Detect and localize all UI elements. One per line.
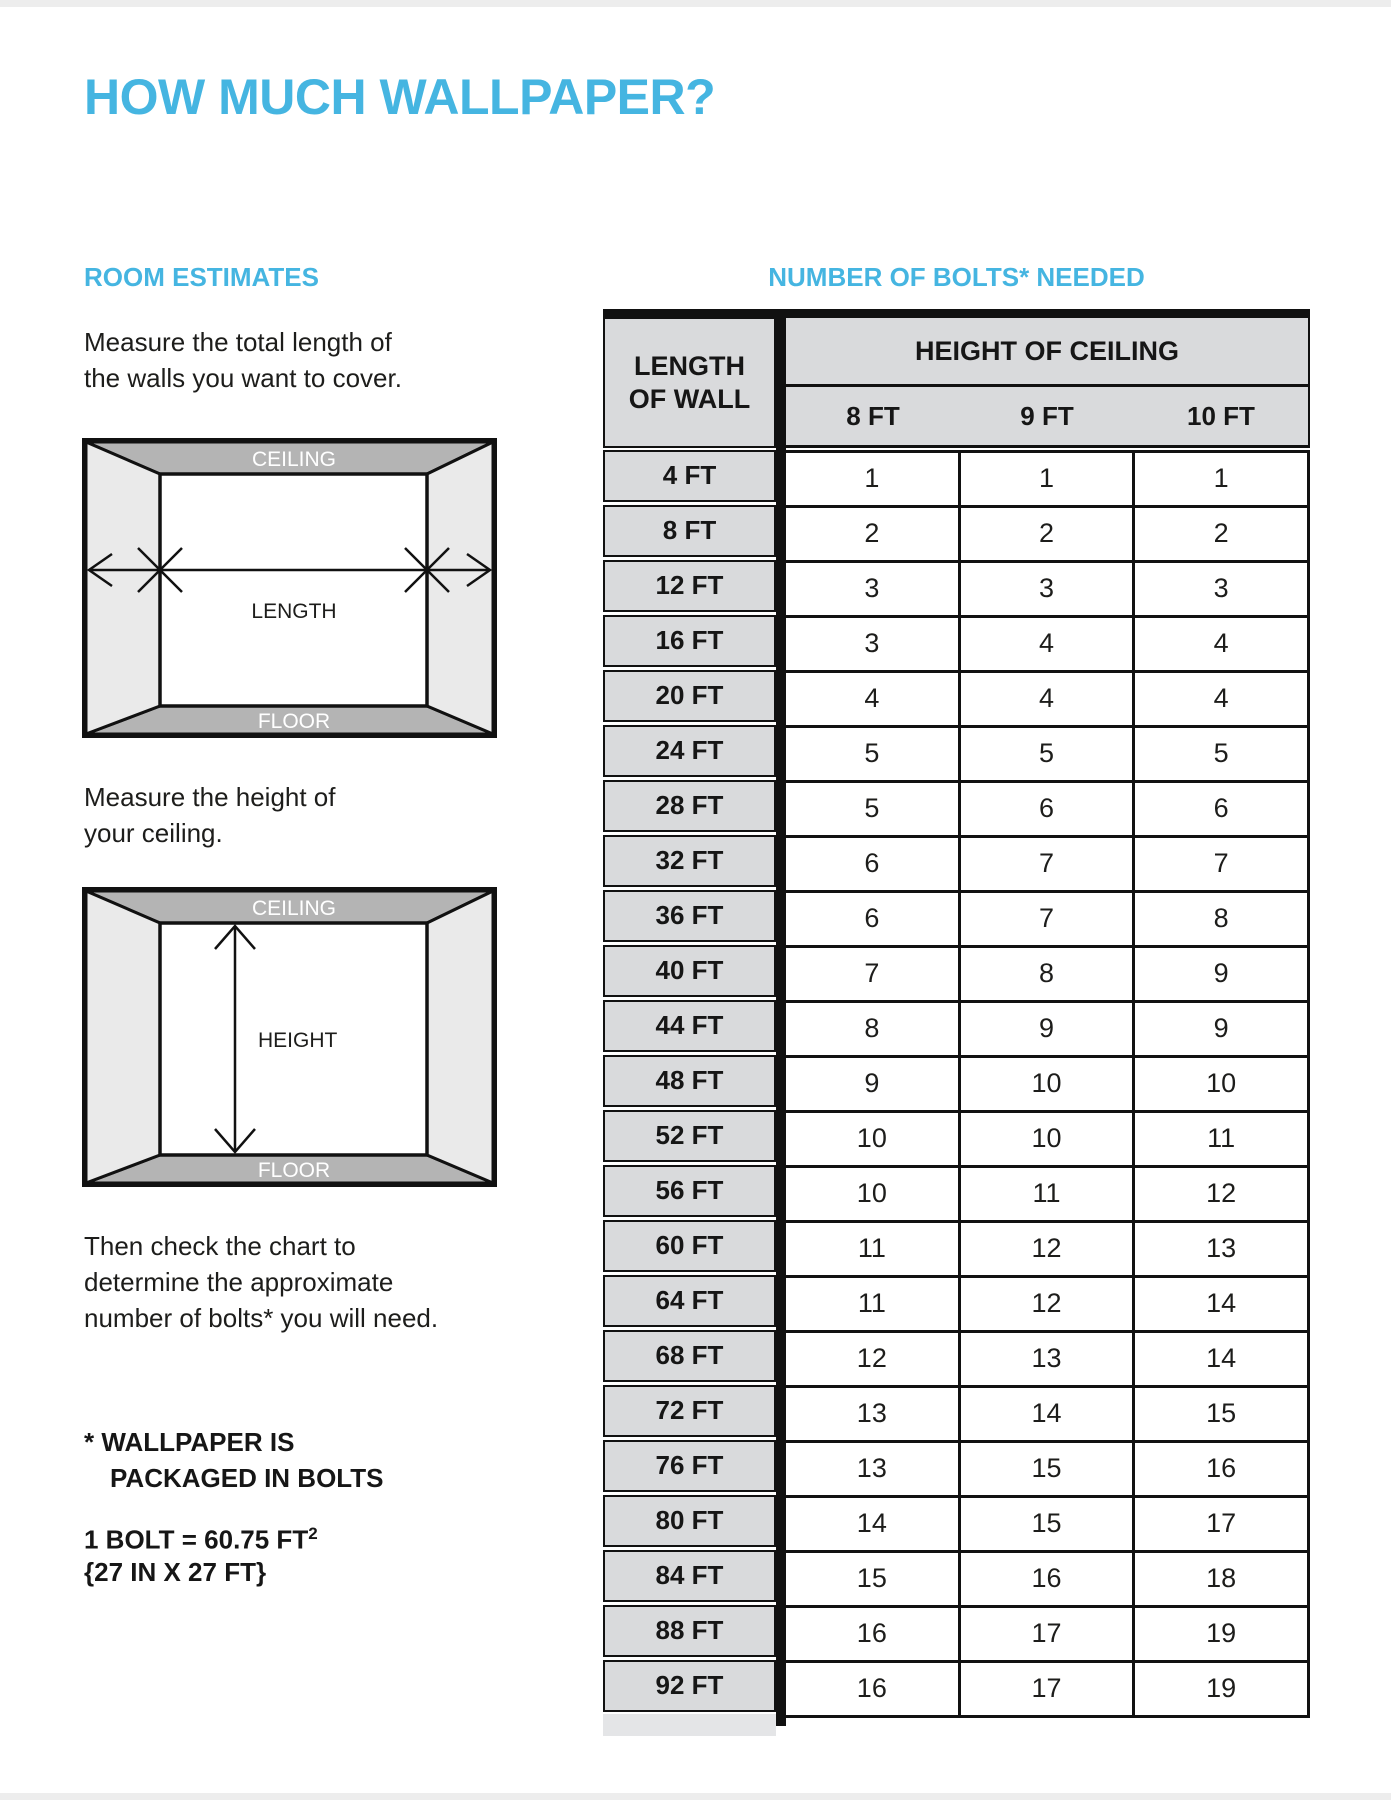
bolt-count-cell: 3 [786, 563, 958, 615]
floor-label: FLOOR [257, 1159, 331, 1182]
table-top-bar [603, 309, 1310, 317]
row-label-cell: 16 FT [603, 615, 776, 668]
height-label: HEIGHT [258, 1029, 338, 1052]
ceiling-label: CEILING [251, 897, 337, 920]
ceiling-label: CEILING [251, 448, 337, 471]
bolt-count-cell: 13 [1135, 1223, 1307, 1275]
row-label-cell: 20 FT [603, 670, 776, 723]
bolt-count-cell: 7 [961, 893, 1133, 945]
bolt-count-cell: 8 [961, 948, 1133, 1000]
check-chart-line1: Then check the chart to [84, 1231, 356, 1261]
measure-length-line1: Measure the total length of [84, 327, 392, 357]
bolt-count-cell: 15 [961, 1443, 1133, 1495]
bolt-count-cell: 13 [786, 1388, 958, 1440]
col-header-10ft: 10 FT [1187, 400, 1255, 431]
bolt-count-cell: 5 [786, 783, 958, 835]
bolts-footnote [84, 1424, 383, 1496]
row-label-cell: 72 FT [603, 1385, 776, 1438]
measure-height-line1: Measure the height of [84, 782, 336, 812]
bolts-footnote-line2: PACKAGED IN BOLTS [110, 1463, 384, 1493]
row-label-cell: 44 FT [603, 1000, 776, 1053]
table-vertical-divider [776, 317, 786, 1726]
bolt-count-cell: 16 [786, 1663, 958, 1715]
bolt-count-cell: 3 [786, 618, 958, 670]
row-label-cell: 52 FT [603, 1110, 776, 1163]
page-title: HOW MUCH WALLPAPER? [84, 69, 716, 125]
bolt-values-grid [786, 450, 1310, 1718]
bolt-count-cell: 2 [786, 508, 958, 560]
bolt-count-cell: 16 [961, 1553, 1133, 1605]
bolt-count-cell: 12 [1135, 1168, 1307, 1220]
measure-height-text [84, 779, 336, 851]
row-label-cell: 4 FT [603, 450, 776, 503]
measure-height-line2: your ceiling. [84, 818, 223, 848]
bolt-count-cell: 3 [1135, 563, 1307, 615]
bolt-count-cell: 16 [1135, 1443, 1307, 1495]
measure-length-line2: the walls you want to cover. [84, 363, 402, 393]
bolt-count-cell: 6 [786, 893, 958, 945]
row-label-cell: 28 FT [603, 780, 776, 833]
bolt-count-cell: 2 [961, 508, 1133, 560]
page-bottom-edge [0, 1793, 1391, 1800]
bolt-count-cell: 11 [786, 1223, 958, 1275]
room-height-diagram [82, 887, 497, 1187]
bolts-needed-heading: NUMBER OF BOLTS* NEEDED [768, 262, 1145, 292]
bolt-count-cell: 1 [961, 453, 1133, 505]
left-wall-panel [86, 442, 160, 734]
floor-label: FLOOR [257, 710, 331, 733]
bolt-equation-exponent: 2 [308, 1524, 318, 1543]
check-chart-text [84, 1228, 438, 1336]
bolt-count-cell: 17 [1135, 1498, 1307, 1550]
right-wall-panel [427, 442, 493, 734]
bolt-count-cell: 9 [961, 1003, 1133, 1055]
check-chart-line3: number of bolts* you will need. [84, 1303, 439, 1333]
row-label-cell: 56 FT [603, 1165, 776, 1218]
bolt-count-cell: 15 [1135, 1388, 1307, 1440]
bolt-count-cell: 10 [1135, 1058, 1307, 1110]
bolt-count-cell: 18 [1135, 1553, 1307, 1605]
row-label-cell: 36 FT [603, 890, 776, 943]
bolt-count-cell: 5 [961, 728, 1133, 780]
back-wall-panel [160, 474, 427, 706]
bolt-count-cell: 10 [961, 1058, 1133, 1110]
height-of-ceiling-label: HEIGHT OF CEILING [786, 318, 1308, 387]
row-label-cell: 76 FT [603, 1440, 776, 1493]
bolt-count-cell: 17 [961, 1608, 1133, 1660]
left-wall-panel [86, 891, 160, 1183]
bolt-count-cell: 10 [961, 1113, 1133, 1165]
bolt-count-cell: 14 [1135, 1333, 1307, 1385]
bolt-count-cell: 7 [961, 838, 1133, 890]
bolt-count-cell: 16 [786, 1608, 958, 1660]
check-chart-line2: determine the approximate [84, 1267, 394, 1297]
bolt-count-cell: 4 [961, 618, 1133, 670]
bolt-count-cell: 13 [961, 1333, 1133, 1385]
bolt-count-cell: 7 [1135, 838, 1307, 890]
bolt-count-cell: 4 [1135, 618, 1307, 670]
bolt-count-cell: 9 [786, 1058, 958, 1110]
bolt-count-cell: 1 [786, 453, 958, 505]
bolt-dimensions: {27 IN X 27 FT} [84, 1557, 267, 1587]
bolt-count-cell: 4 [786, 673, 958, 725]
row-label-cell: 80 FT [603, 1495, 776, 1548]
right-wall-panel [427, 891, 493, 1183]
row-label-cell: 68 FT [603, 1330, 776, 1383]
bolt-count-cell: 14 [961, 1388, 1133, 1440]
row-label-cell: 64 FT [603, 1275, 776, 1328]
bolts-footnote-line1: * WALLPAPER IS [84, 1427, 295, 1457]
bolt-count-cell: 15 [961, 1498, 1133, 1550]
row-label-cell: 84 FT [603, 1550, 776, 1603]
room-estimates-heading: ROOM ESTIMATES [84, 262, 319, 292]
page-top-edge [0, 0, 1391, 7]
bolt-count-cell: 12 [961, 1223, 1133, 1275]
bolt-count-cell: 11 [961, 1168, 1133, 1220]
bolt-count-cell: 12 [786, 1333, 958, 1385]
bolt-count-cell: 9 [1135, 1003, 1307, 1055]
bolt-count-cell: 19 [1135, 1663, 1307, 1715]
row-label-cell: 92 FT [603, 1660, 776, 1713]
row-label-cell: 40 FT [603, 945, 776, 998]
bolt-count-cell: 8 [786, 1003, 958, 1055]
bolt-count-cell: 6 [961, 783, 1133, 835]
bolt-count-cell: 3 [961, 563, 1133, 615]
bolt-count-cell: 12 [961, 1278, 1133, 1330]
bolt-count-cell: 4 [1135, 673, 1307, 725]
row-label-cell: 12 FT [603, 560, 776, 613]
row-label-cell: 60 FT [603, 1220, 776, 1273]
bolt-count-cell: 4 [961, 673, 1133, 725]
bolt-count-cell: 10 [786, 1168, 958, 1220]
bolt-equation-main: 1 BOLT = 60.75 FT [84, 1524, 309, 1555]
bolt-count-cell: 5 [1135, 728, 1307, 780]
bolt-count-cell: 10 [786, 1113, 958, 1165]
col-header-8ft: 8 FT [846, 400, 900, 431]
length-label: LENGTH [251, 600, 337, 623]
table-bottom-stub [603, 1714, 776, 1736]
bolt-count-cell: 1 [1135, 453, 1307, 505]
bolts-table [603, 309, 1310, 1757]
bolt-count-cell: 2 [1135, 508, 1307, 560]
bolt-count-cell: 7 [786, 948, 958, 1000]
bolt-count-cell: 15 [786, 1553, 958, 1605]
height-of-ceiling-header [786, 317, 1310, 448]
bolt-count-cell: 6 [786, 838, 958, 890]
row-label-cell: 24 FT [603, 725, 776, 778]
bolt-count-cell: 11 [786, 1278, 958, 1330]
bolt-count-cell: 14 [786, 1498, 958, 1550]
bolt-count-cell: 9 [1135, 948, 1307, 1000]
bolt-count-cell: 17 [961, 1663, 1133, 1715]
ceiling-height-subheader-row [786, 387, 1308, 448]
bolt-count-cell: 11 [1135, 1113, 1307, 1165]
row-label-cell: 32 FT [603, 835, 776, 888]
bolt-count-cell: 8 [1135, 893, 1307, 945]
length-of-wall-line2: OF WALL [628, 383, 751, 414]
wall-length-column [603, 450, 776, 1715]
col-header-9ft: 9 FT [1020, 400, 1074, 431]
row-label-cell: 48 FT [603, 1055, 776, 1108]
bolt-count-cell: 14 [1135, 1278, 1307, 1330]
length-of-wall-line1: LENGTH [634, 350, 745, 381]
row-label-cell: 8 FT [603, 505, 776, 558]
measure-length-text [84, 324, 402, 396]
bolt-count-cell: 19 [1135, 1608, 1307, 1660]
bolt-count-cell: 6 [1135, 783, 1307, 835]
room-length-diagram [82, 438, 497, 738]
length-of-wall-header [603, 317, 776, 448]
bolt-count-cell: 5 [786, 728, 958, 780]
row-label-cell: 88 FT [603, 1605, 776, 1658]
bolt-equation [84, 1524, 318, 1556]
bolt-count-cell: 13 [786, 1443, 958, 1495]
